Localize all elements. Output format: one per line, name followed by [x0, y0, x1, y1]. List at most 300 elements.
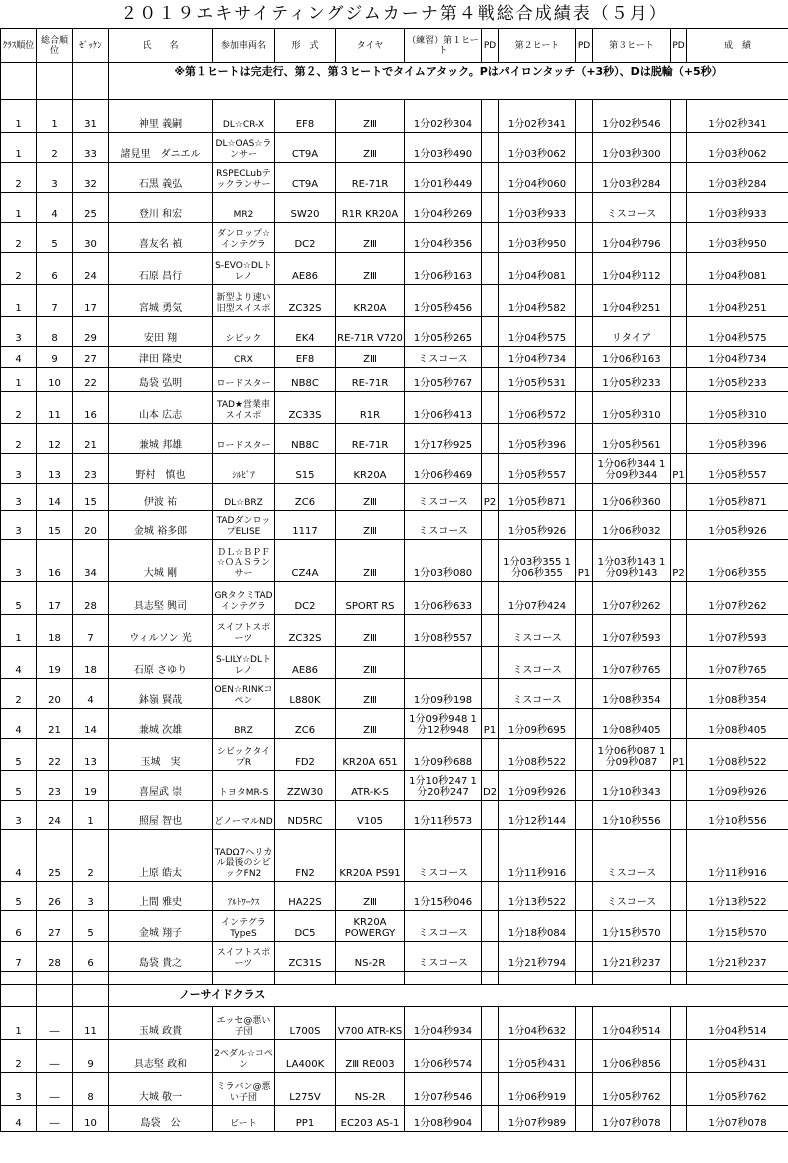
pd3-cell — [671, 1040, 687, 1073]
model-cell: ZC31S — [275, 942, 336, 972]
name-cell: 金城 裕多郎 — [109, 511, 213, 540]
heat2-cell: 1分04秒632 — [499, 1007, 576, 1040]
pd1-cell: D2 — [482, 771, 499, 801]
model-cell: NB8C — [275, 368, 336, 392]
heat3-cell: 1分05秒561 — [593, 424, 671, 454]
heat1-cell: 1分05秒767 — [405, 368, 482, 392]
heat1-cell: 1分06秒469 — [405, 454, 482, 484]
car-name-cell: ｱﾙﾄﾜｰｸｽ — [213, 882, 275, 911]
result-cell: 1分05秒396 — [687, 424, 788, 454]
result-cell: 1分05秒871 — [687, 484, 788, 511]
heat2-cell: 1分05秒431 — [499, 1040, 576, 1073]
model-cell: ZC33S — [275, 392, 336, 424]
heat2-cell: ミスコース — [499, 679, 576, 709]
pd3-cell — [671, 911, 687, 942]
heat2-cell: 1分03秒062 — [499, 133, 576, 163]
pd3-cell: P1 — [671, 739, 687, 771]
header-number: ｾﾞｯｹﾝ — [73, 29, 109, 63]
pd1-cell — [482, 615, 499, 647]
heat2-cell: 1分04秒734 — [499, 347, 576, 368]
heat1-cell: 1分09秒948 1分12秒948 — [405, 709, 482, 739]
name-cell: 山本 広志 — [109, 392, 213, 424]
pd2-cell — [576, 368, 593, 392]
heat2-cell: ミスコース — [499, 615, 576, 647]
page-title: ２０１９エキサイティングジムカーナ第４戦総合成績表（５月） — [120, 4, 668, 24]
name-cell: 石原 さゆり — [109, 647, 213, 679]
pd3-cell — [671, 317, 687, 347]
tire-cell: R1R KR20A — [336, 193, 405, 223]
pd1-cell — [482, 830, 499, 882]
name-cell: 金城 翔子 — [109, 911, 213, 942]
pd3-cell — [671, 424, 687, 454]
table-row — [1, 615, 788, 647]
header-car: 参加車両名 — [213, 29, 275, 63]
table-row — [1, 347, 788, 368]
heat2-cell: 1分05秒531 — [499, 368, 576, 392]
heat3-cell: 1分07秒593 — [593, 615, 671, 647]
model-cell: ZC6 — [275, 484, 336, 511]
class-rank-cell: 1 — [1, 133, 37, 163]
heat2-cell: 1分09秒695 — [499, 709, 576, 739]
no-side-table-row — [1, 1007, 788, 1040]
car-name-cell: ビート — [213, 1106, 275, 1132]
class-rank-cell: 4 — [1, 830, 37, 882]
pd1-cell — [482, 911, 499, 942]
pd3-cell — [671, 368, 687, 392]
model-cell: AE86 — [275, 253, 336, 285]
table-row — [1, 647, 788, 679]
pd3-cell — [671, 223, 687, 253]
pd2-cell — [576, 942, 593, 972]
pd2-cell — [576, 511, 593, 540]
number-cell: 23 — [73, 454, 109, 484]
heat2-cell: 1分12秒144 — [499, 801, 576, 830]
heat1-cell: 1分08秒904 — [405, 1106, 482, 1132]
pd2-cell — [576, 454, 593, 484]
class-rank-cell: 4 — [1, 1106, 37, 1132]
pd2-cell — [576, 1106, 593, 1132]
class-rank-cell: 5 — [1, 771, 37, 801]
pd2-cell — [576, 1073, 593, 1106]
tire-cell: SPORT RS — [336, 582, 405, 615]
number-cell: 9 — [73, 1040, 109, 1073]
table-row — [1, 709, 788, 739]
pd3-cell — [671, 882, 687, 911]
result-cell: 1分15秒570 — [687, 911, 788, 942]
tire-cell: KR20A POWERGY — [336, 911, 405, 942]
heat1-cell: 1分04秒934 — [405, 1007, 482, 1040]
model-cell: CZ4A — [275, 540, 336, 582]
heat2-cell: 1分06秒572 — [499, 392, 576, 424]
overall-rank-cell: 21 — [37, 709, 73, 739]
table-row — [1, 882, 788, 911]
car-name-cell: ロードスター — [213, 368, 275, 392]
overall-rank-cell: 27 — [37, 911, 73, 942]
result-cell: 1分03秒933 — [687, 193, 788, 223]
tire-cell: ZⅢ — [336, 511, 405, 540]
pd2-cell — [576, 285, 593, 317]
pd1-cell — [482, 392, 499, 424]
header-pd3: PD — [671, 29, 687, 63]
car-name-cell: ロードスター — [213, 424, 275, 454]
pd2-cell — [576, 133, 593, 163]
pd1-cell — [482, 193, 499, 223]
table-row — [1, 100, 788, 133]
table-row — [1, 368, 788, 392]
name-cell: 大城 剛 — [109, 540, 213, 582]
car-name-cell: CRX — [213, 347, 275, 368]
overall-rank-cell: 15 — [37, 511, 73, 540]
pd3-cell — [671, 771, 687, 801]
name-cell: ウィルソン 光 — [109, 615, 213, 647]
pd3-cell — [671, 582, 687, 615]
table-row — [1, 911, 788, 942]
pd3-cell — [671, 285, 687, 317]
number-cell: 18 — [73, 647, 109, 679]
heat3-cell: 1分06秒344 1分09秒344 — [593, 454, 671, 484]
overall-rank-cell: 11 — [37, 392, 73, 424]
overall-rank-cell: 13 — [37, 454, 73, 484]
tire-cell: ZⅢ — [336, 253, 405, 285]
result-cell: 1分05秒762 — [687, 1073, 788, 1106]
pd2-cell — [576, 100, 593, 133]
pd1-cell — [482, 1106, 499, 1132]
overall-rank-cell: 4 — [37, 193, 73, 223]
heat2-cell: 1分07秒424 — [499, 582, 576, 615]
result-cell: 1分03秒062 — [687, 133, 788, 163]
result-cell: 1分11秒916 — [687, 830, 788, 882]
car-name-cell: ＤＬ☆ＢＰＦ☆ＯＡＳランサー — [213, 540, 275, 582]
heat1-cell: ミスコース — [405, 942, 482, 972]
tire-cell: V105 — [336, 801, 405, 830]
overall-rank-cell: 20 — [37, 679, 73, 709]
name-cell: 津田 隆史 — [109, 347, 213, 368]
car-name-cell: 新型より速い旧型スイスポ — [213, 285, 275, 317]
name-cell: 喜屋武 崇 — [109, 771, 213, 801]
number-cell: 16 — [73, 392, 109, 424]
name-cell: 大城 敬一 — [109, 1073, 213, 1106]
heat1-cell: 1分15秒046 — [405, 882, 482, 911]
model-cell: LA400K — [275, 1040, 336, 1073]
table-row — [1, 679, 788, 709]
heat2-cell: ミスコース — [499, 647, 576, 679]
class-rank-cell: 2 — [1, 424, 37, 454]
pd2-cell — [576, 647, 593, 679]
pd3-cell — [671, 253, 687, 285]
header-class-rank: ｸﾗｽ順位 — [1, 29, 37, 63]
overall-rank-cell: 5 — [37, 223, 73, 253]
number-cell: 3 — [73, 882, 109, 911]
heat2-cell: 1分06秒919 — [499, 1073, 576, 1106]
pd2-cell — [576, 253, 593, 285]
heat2-cell: 1分08秒522 — [499, 739, 576, 771]
pd1-cell — [482, 368, 499, 392]
pd2-cell — [576, 347, 593, 368]
class-rank-cell: 4 — [1, 347, 37, 368]
heat2-cell: 1分18秒084 — [499, 911, 576, 942]
class-rank-cell: 3 — [1, 1073, 37, 1106]
result-cell: 1分07秒765 — [687, 647, 788, 679]
pd2-cell — [576, 1007, 593, 1040]
no-side-class-heading-row — [1, 985, 788, 1007]
result-cell: 1分04秒734 — [687, 347, 788, 368]
class-rank-cell: 1 — [1, 100, 37, 133]
heat3-cell: 1分10秒556 — [593, 801, 671, 830]
model-cell: ZC6 — [275, 709, 336, 739]
number-cell: 14 — [73, 709, 109, 739]
pd3-cell — [671, 193, 687, 223]
result-cell: 1分05秒557 — [687, 454, 788, 484]
number-cell: 22 — [73, 368, 109, 392]
pd2-cell — [576, 615, 593, 647]
model-cell: PP1 — [275, 1106, 336, 1132]
model-cell: AE86 — [275, 647, 336, 679]
tire-cell: KR20A — [336, 285, 405, 317]
overall-rank-cell: 19 — [37, 647, 73, 679]
pd1-cell — [482, 1040, 499, 1073]
header-pd1: PD — [482, 29, 499, 63]
class-rank-cell: 3 — [1, 511, 37, 540]
heat3-cell: 1分05秒762 — [593, 1073, 671, 1106]
heat2-cell: 1分07秒989 — [499, 1106, 576, 1132]
number-cell: 24 — [73, 253, 109, 285]
heat1-cell: 1分06秒413 — [405, 392, 482, 424]
pd3-cell — [671, 133, 687, 163]
pd3-cell — [671, 163, 687, 193]
no-side-table-row — [1, 1073, 788, 1106]
name-cell: 石原 昌行 — [109, 253, 213, 285]
heat1-cell: 1分06秒574 — [405, 1040, 482, 1073]
result-cell: 1分08秒522 — [687, 739, 788, 771]
tire-cell: ZⅢ — [336, 882, 405, 911]
pd1-cell — [482, 882, 499, 911]
class-rank-cell: 5 — [1, 582, 37, 615]
results-table — [0, 28, 788, 1132]
class-rank-cell: 4 — [1, 709, 37, 739]
pd3-cell — [671, 511, 687, 540]
name-cell: 上間 雅史 — [109, 882, 213, 911]
result-cell: 1分04秒514 — [687, 1007, 788, 1040]
name-cell: 具志堅 興司 — [109, 582, 213, 615]
note-row — [1, 63, 788, 100]
heat1-cell: 1分01秒449 — [405, 163, 482, 193]
pd2-cell — [576, 317, 593, 347]
class-rank-cell: 6 — [1, 911, 37, 942]
number-cell: 30 — [73, 223, 109, 253]
heat1-cell: 1分05秒265 — [405, 317, 482, 347]
heat3-cell: 1分08秒405 — [593, 709, 671, 739]
overall-rank-cell: 28 — [37, 942, 73, 972]
tire-cell: RE-71R — [336, 368, 405, 392]
result-cell: 1分04秒081 — [687, 253, 788, 285]
pd1-cell — [482, 582, 499, 615]
tire-cell: RE-71R — [336, 424, 405, 454]
class-rank-cell: 2 — [1, 1040, 37, 1073]
tire-cell: ZⅢ — [336, 540, 405, 582]
model-cell: ND5RC — [275, 801, 336, 830]
heat3-cell: 1分04秒112 — [593, 253, 671, 285]
heat3-cell: 1分06秒163 — [593, 347, 671, 368]
class-rank-cell: 4 — [1, 647, 37, 679]
heat2-cell: 1分02秒341 — [499, 100, 576, 133]
car-name-cell: シビック — [213, 317, 275, 347]
tire-cell: ZⅢ — [336, 133, 405, 163]
result-cell: 1分10秒556 — [687, 801, 788, 830]
model-cell: L275V — [275, 1073, 336, 1106]
number-cell: 2 — [73, 830, 109, 882]
table-row — [1, 253, 788, 285]
pd3-cell — [671, 484, 687, 511]
pd1-cell — [482, 253, 499, 285]
name-cell: 島袋 貴之 — [109, 942, 213, 972]
overall-rank-cell: ― — [37, 1073, 73, 1106]
table-row — [1, 424, 788, 454]
number-cell: 33 — [73, 133, 109, 163]
heat1-cell: ミスコース — [405, 484, 482, 511]
model-cell: SW20 — [275, 193, 336, 223]
name-cell: 兼城 邦雄 — [109, 424, 213, 454]
number-cell: 25 — [73, 193, 109, 223]
car-name-cell: TADダンロップELISE — [213, 511, 275, 540]
tire-cell: R1R — [336, 392, 405, 424]
overall-rank-cell: 12 — [37, 424, 73, 454]
result-cell: 1分02秒341 — [687, 100, 788, 133]
pd1-cell: P1 — [482, 709, 499, 739]
heat1-cell: 1分03秒490 — [405, 133, 482, 163]
overall-rank-cell: 3 — [37, 163, 73, 193]
table-row — [1, 739, 788, 771]
model-cell: 1117 — [275, 511, 336, 540]
heat3-cell: 1分07秒262 — [593, 582, 671, 615]
tire-cell: ZⅢ — [336, 223, 405, 253]
class-rank-cell: 3 — [1, 484, 37, 511]
overall-rank-cell: ― — [37, 1040, 73, 1073]
pd1-cell — [482, 285, 499, 317]
car-name-cell: DL☆CR-X — [213, 100, 275, 133]
header-name: 氏 名 — [109, 29, 213, 63]
table-row — [1, 193, 788, 223]
pd3-cell — [671, 392, 687, 424]
header-tire: タイヤ — [336, 29, 405, 63]
heat3-cell: リタイア — [593, 317, 671, 347]
pd3-cell: P1 — [671, 454, 687, 484]
table-row — [1, 942, 788, 972]
model-cell: HA22S — [275, 882, 336, 911]
result-cell: 1分08秒354 — [687, 679, 788, 709]
name-cell: 島袋 弘明 — [109, 368, 213, 392]
name-cell: 兼城 次雄 — [109, 709, 213, 739]
tire-cell: NS-2R — [336, 942, 405, 972]
heat3-cell: 1分15秒570 — [593, 911, 671, 942]
pd1-cell — [482, 647, 499, 679]
tire-cell: KR20A — [336, 454, 405, 484]
pd2-cell — [576, 709, 593, 739]
name-cell: 喜友名 禎 — [109, 223, 213, 253]
class-rank-cell: 1 — [1, 1007, 37, 1040]
heat2-cell: 1分03秒355 1分06秒355 — [499, 540, 576, 582]
model-cell: ZC32S — [275, 285, 336, 317]
result-cell: 1分08秒405 — [687, 709, 788, 739]
car-name-cell: スイフトスポーツ — [213, 942, 275, 972]
heat3-cell: 1分04秒514 — [593, 1007, 671, 1040]
model-cell: ZC32S — [275, 615, 336, 647]
heat2-cell: 1分04秒081 — [499, 253, 576, 285]
overall-rank-cell: 9 — [37, 347, 73, 368]
heat1-cell: 1分10秒247 1分20秒247 — [405, 771, 482, 801]
tire-cell: ZⅢ — [336, 100, 405, 133]
heat1-cell: ミスコース — [405, 511, 482, 540]
no-side-class-heading: ノーサイドクラス — [109, 985, 788, 1007]
heat3-cell: 1分10秒343 — [593, 771, 671, 801]
heat3-cell: 1分08秒354 — [593, 679, 671, 709]
heat1-cell: ミスコース — [405, 347, 482, 368]
header-row — [1, 29, 788, 63]
pd1-cell — [482, 133, 499, 163]
car-name-cell: インテグラTypeS — [213, 911, 275, 942]
model-cell: CT9A — [275, 133, 336, 163]
result-cell: 1分07秒078 — [687, 1106, 788, 1132]
class-rank-cell: 1 — [1, 285, 37, 317]
result-cell: 1分05秒926 — [687, 511, 788, 540]
car-name-cell: TADΩ7ヘリカル最後のシビックFN2 — [213, 830, 275, 882]
heat3-cell: 1分06秒856 — [593, 1040, 671, 1073]
overall-rank-cell: 7 — [37, 285, 73, 317]
overall-rank-cell: 25 — [37, 830, 73, 882]
number-cell: 28 — [73, 582, 109, 615]
pd1-cell — [482, 317, 499, 347]
pd3-cell — [671, 801, 687, 830]
name-cell: 諸見里 ダニエル — [109, 133, 213, 163]
heat1-cell: 1分04秒269 — [405, 193, 482, 223]
result-cell: 1分13秒522 — [687, 882, 788, 911]
heat1-cell — [405, 647, 482, 679]
header-heat2: 第２ヒート — [499, 29, 576, 63]
heat2-cell: 1分04秒575 — [499, 317, 576, 347]
pd3-cell — [671, 100, 687, 133]
pd1-cell — [482, 1073, 499, 1106]
pd2-cell — [576, 392, 593, 424]
pd3-cell — [671, 679, 687, 709]
heat1-cell: 1分03秒080 — [405, 540, 482, 582]
class-rank-cell: 2 — [1, 253, 37, 285]
no-side-table-row — [1, 1106, 788, 1132]
pd2-cell — [576, 739, 593, 771]
class-rank-cell: 5 — [1, 882, 37, 911]
pd3-cell: P2 — [671, 540, 687, 582]
table-row — [1, 484, 788, 511]
car-name-cell: MR2 — [213, 193, 275, 223]
car-name-cell: 2ペダル☆コペン — [213, 1040, 275, 1073]
class-rank-cell: 2 — [1, 163, 37, 193]
table-row — [1, 163, 788, 193]
heat1-cell: ミスコース — [405, 911, 482, 942]
car-name-cell: トヨタMR-S — [213, 771, 275, 801]
number-cell: 1 — [73, 801, 109, 830]
result-cell: 1分06秒355 — [687, 540, 788, 582]
pd2-cell: P1 — [576, 540, 593, 582]
pd2-cell — [576, 911, 593, 942]
heat1-cell: 1分06秒163 — [405, 253, 482, 285]
model-cell: EF8 — [275, 100, 336, 133]
pd1-cell — [482, 100, 499, 133]
car-name-cell: DL☆OAS☆ランサー — [213, 133, 275, 163]
number-cell: 13 — [73, 739, 109, 771]
name-cell: 神里 義嗣 — [109, 100, 213, 133]
number-cell: 8 — [73, 1073, 109, 1106]
result-cell: 1分09秒926 — [687, 771, 788, 801]
pd2-cell — [576, 830, 593, 882]
overall-rank-cell: 17 — [37, 582, 73, 615]
